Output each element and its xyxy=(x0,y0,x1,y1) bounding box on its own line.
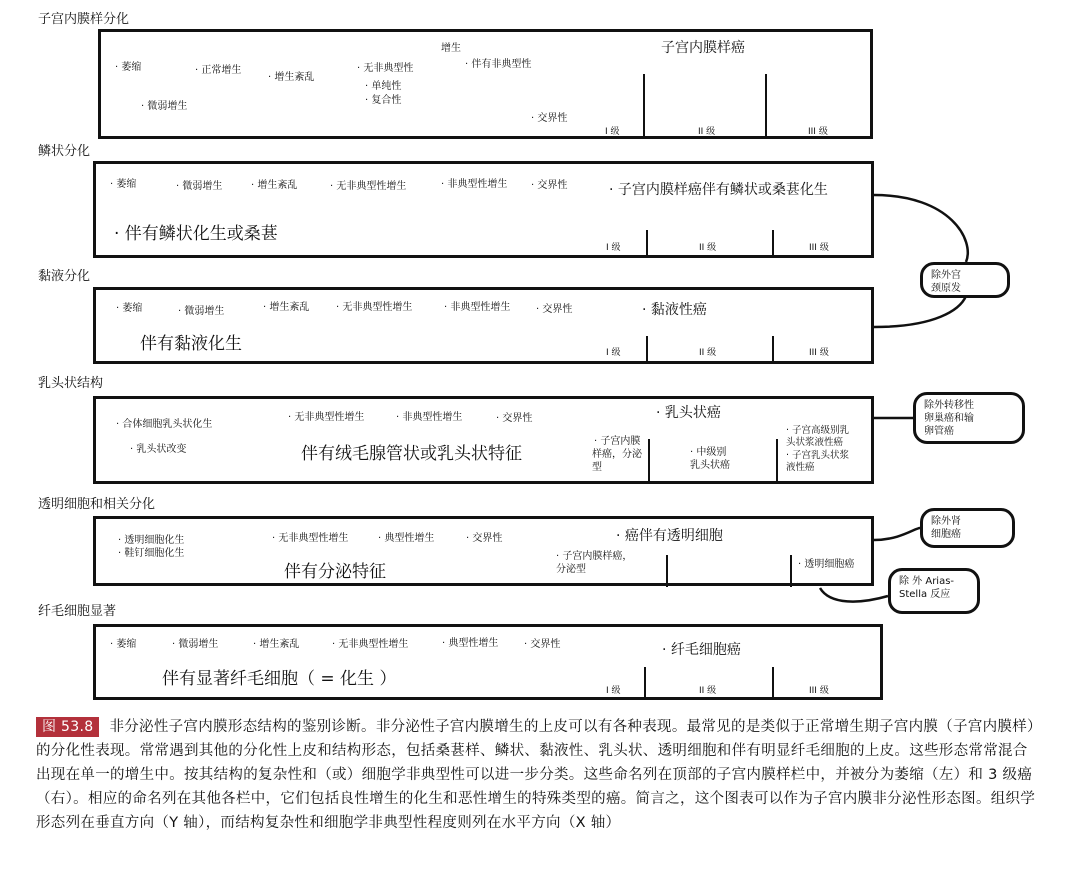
grade-divider xyxy=(644,667,646,699)
curve-clear-arias xyxy=(820,588,888,602)
label-clear-cell: · 透明细胞化生 xyxy=(118,535,185,546)
label-disorder: · 增生紊乱 xyxy=(268,72,315,83)
note-line: Stella 反应 xyxy=(899,589,951,600)
label-typical: · 典型性增生 xyxy=(378,533,435,544)
figure-label: 图 53.8 xyxy=(36,717,99,737)
label-feature: · 伴有鳞状化生或桑葚 xyxy=(114,224,278,244)
label-carcinoma: · 纤毛细胞癌 xyxy=(662,642,741,658)
label-carcinoma: · 黏液性癌 xyxy=(642,302,707,318)
label-no-atypia: · 无非典型性增生 xyxy=(336,302,413,313)
label-complex: · 复合性 xyxy=(365,95,402,106)
label-no-atypia: · 无非典型性增生 xyxy=(332,639,409,650)
note-line: 除 外 Arias- xyxy=(899,576,955,587)
mucinous-box xyxy=(93,287,874,364)
curve-squamous-cervix xyxy=(874,195,968,262)
label-hobnail: · 鞋钉细胞化生 xyxy=(118,548,185,559)
label-feature: 伴有黏液化生 xyxy=(140,334,242,354)
label-no-atypia: · 无非典型性增生 xyxy=(330,181,407,192)
note-line: 除外宫 xyxy=(931,270,961,281)
section-title-squamous: 鳞状分化 xyxy=(38,144,91,159)
label-simple: · 单纯性 xyxy=(365,81,402,92)
label-atrophy: · 萎缩 xyxy=(110,639,137,650)
grade-divider xyxy=(648,439,650,483)
grade-divider xyxy=(765,74,767,136)
label-endo-line1: · 子宫内膜样癌， xyxy=(556,551,633,562)
note-line: 除外转移性 xyxy=(924,400,974,411)
curve-mucinous-cervix xyxy=(874,296,966,327)
note-line: 颈原发 xyxy=(931,283,961,294)
label-borderline: · 交界性 xyxy=(466,533,503,544)
label-high-line2: 头状浆液性癌 xyxy=(786,437,844,448)
grade-2: II 级 xyxy=(699,686,717,696)
label-high-line3: · 子宫乳头状浆 xyxy=(786,450,850,461)
label-endo-line1: · 子宫内膜 xyxy=(594,436,641,447)
label-mid-line1: · 中级别 xyxy=(690,447,727,458)
grade-divider xyxy=(646,336,648,364)
grade-divider xyxy=(646,230,648,258)
section-title-ciliated: 纤毛细胞显著 xyxy=(38,604,117,619)
grade-1: I 级 xyxy=(606,348,621,358)
grade-divider xyxy=(772,667,774,699)
grade-3: III 级 xyxy=(808,127,828,137)
label-feature: 伴有绒毛腺管状或乳头状特征 xyxy=(301,444,522,464)
grade-1: I 级 xyxy=(606,243,621,253)
label-no-atypia: · 无非典型性增生 xyxy=(272,533,349,544)
note-line: 细胞癌 xyxy=(931,529,961,540)
note-exclude-kidney xyxy=(920,508,1015,548)
section-title-papillary: 乳头状结构 xyxy=(38,376,104,391)
section-title-endometrioid: 子宫内膜样分化 xyxy=(38,12,130,27)
label-feature: 伴有显著纤毛细胞（ = 化生 ） xyxy=(162,669,397,689)
label-carcinoma: · 乳头状癌 xyxy=(656,405,721,421)
figure-caption xyxy=(36,715,1036,835)
label-carcinoma: · 子宫内膜样癌伴有鳞状或桑葚化生 xyxy=(609,182,828,198)
label-atypia: · 非典型性增生 xyxy=(396,412,463,423)
label-borderline: · 交界性 xyxy=(524,639,561,650)
label-syncytial: · 合体细胞乳头状化生 xyxy=(116,419,213,430)
grade-1: I 级 xyxy=(606,686,621,696)
label-atrophy: · 萎缩 xyxy=(115,62,142,73)
grade-divider xyxy=(790,555,792,587)
note-exclude-arias xyxy=(888,568,980,614)
label-disorder: · 增生紊乱 xyxy=(253,639,300,650)
label-disorder: · 增生紊乱 xyxy=(263,302,310,313)
label-weak: · 微弱增生 xyxy=(176,181,223,192)
grade-1: I 级 xyxy=(605,127,620,137)
label-typical: · 典型性增生 xyxy=(442,638,499,649)
label-no-atypia: · 无非典型性 xyxy=(357,63,414,74)
label-atypia: · 非典型性增生 xyxy=(444,302,511,313)
grade-3: III 级 xyxy=(809,243,829,253)
caption-text: 非分泌性子宫内膜形态结构的鉴别诊断。非分泌性子宫内膜增生的上皮可以有各种表现。最常见的是类似于正常增生期子宫内膜（子宫内膜样）的分化性表现。常常遇到其他的分化性上皮和结构形态，包括桑葚样、鳞状、黏液性、乳头状、透明细胞和伴有明显纤毛细胞的上皮。这些形态常常混合出现在单一的增生中。按其结构的复杂性和（或）细胞学非典型性可以进一步分类。这些命名列在顶部的子宫内膜样栏中，并被分为萎缩（左）和 3 级癌（右）。相应的命名列在其他各栏中，它们包括良性增生的化生和恶性增生的特殊类型的癌。简言之，这个图表可以作为子宫内膜非分泌性形态图。组织学形态列在垂直方向（Y 轴），而结构复杂性和细胞学非典型性程度则列在水平方向（X 轴） xyxy=(36,719,1036,831)
grade-2: II 级 xyxy=(698,127,716,137)
curve-clear-kidney xyxy=(874,528,920,540)
label-atrophy: · 萎缩 xyxy=(116,303,143,314)
note-line: 卵巢癌和输 xyxy=(924,413,974,424)
label-hyperplasia: 增生 xyxy=(441,43,461,54)
grade-3: III 级 xyxy=(809,348,829,358)
note-exclude-cervix xyxy=(920,262,1010,298)
label-borderline: · 交界性 xyxy=(496,413,533,424)
note-line: 除外肾 xyxy=(931,516,961,527)
grade-divider xyxy=(666,555,668,587)
grade-divider xyxy=(772,336,774,364)
label-weak: · 微弱增生 xyxy=(172,639,219,650)
label-carcinoma: · 癌伴有透明细胞 xyxy=(616,528,723,544)
label-carcinoma: 子宫内膜样癌 xyxy=(661,40,745,56)
papillary-box xyxy=(93,396,874,484)
label-feature: 伴有分泌特征 xyxy=(284,562,386,582)
note-line: 卵管癌 xyxy=(924,426,954,437)
section-title-mucinous: 黏液分化 xyxy=(38,269,91,284)
label-disorder: · 增生紊乱 xyxy=(251,180,298,191)
squamous-box xyxy=(93,161,874,258)
grade-divider xyxy=(776,439,778,483)
label-high-line1: · 子宫高级别乳 xyxy=(786,425,850,436)
label-endo-line2: 分泌型 xyxy=(556,564,586,575)
grade-3: III 级 xyxy=(809,686,829,696)
label-borderline: · 交界性 xyxy=(536,304,573,315)
section-title-clear: 透明细胞和相关分化 xyxy=(38,497,156,512)
label-endo-line2: 样癌，分泌 xyxy=(592,449,642,460)
grade-divider xyxy=(772,230,774,258)
label-endo-line3: 型 xyxy=(592,462,602,473)
clear-box xyxy=(93,516,874,586)
grade-2: II 级 xyxy=(699,243,717,253)
label-clear-ca: · 透明细胞癌 xyxy=(798,559,855,570)
ciliated-box xyxy=(93,624,883,700)
endometrioid-box xyxy=(98,29,873,139)
label-weak: · 微弱增生 xyxy=(178,306,225,317)
label-with-atypia: · 伴有非典型性 xyxy=(465,59,532,70)
label-borderline: · 交界性 xyxy=(531,113,568,124)
label-normal: · 正常增生 xyxy=(195,65,242,76)
label-borderline: · 交界性 xyxy=(531,180,568,191)
label-high-line4: 液性癌 xyxy=(786,462,815,473)
label-no-atypia: · 无非典型性增生 xyxy=(288,412,365,423)
label-atypia: · 非典型性增生 xyxy=(441,179,508,190)
label-mid-line2: 乳头状癌 xyxy=(690,460,730,471)
grade-divider xyxy=(643,74,645,136)
note-exclude-ovary xyxy=(913,392,1025,444)
label-change: · 乳头状改变 xyxy=(130,444,187,455)
grade-2: II 级 xyxy=(699,348,717,358)
label-atrophy: · 萎缩 xyxy=(110,179,137,190)
label-weak: · 微弱增生 xyxy=(141,101,188,112)
